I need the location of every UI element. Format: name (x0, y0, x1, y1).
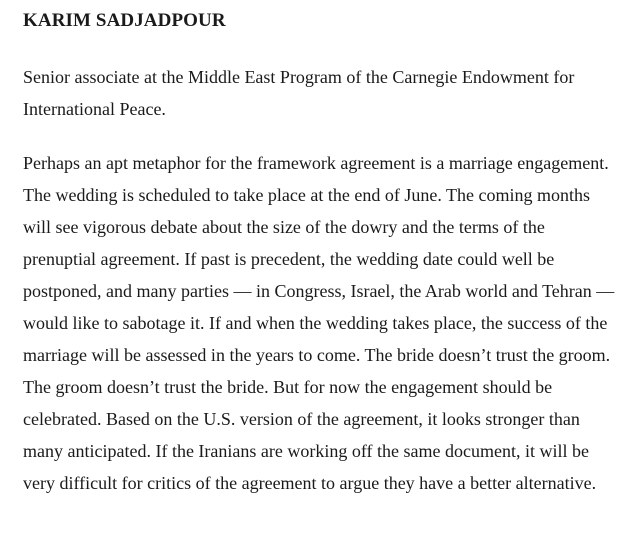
article-body-paragraph: Perhaps an apt metaphor for the framework agreement is a marriage engagement. The wedding is scheduled to take place at the end of June. The coming months will see vigorous debate about the size of the dowry and the terms of the prenuptial agreement. If past is precedent, the wedding date could well be postponed, and many parties — in Congress, Israel, the Arab world and Tehran — would like to sabotage it. If and when the wedding takes place, the success of the marriage will be assessed in the years to come. The bride doesn’t trust the groom. The groom doesn’t trust the bride. But for now the engagement should be celebrated. Based on the U.S. version of the agreement, it looks stronger than many anticipated. If the Iranians are working off the same document, it will be very difficult for critics of the agreement to argue they have a better alternative. (23, 153, 615, 493)
author-bio: Senior associate at the Middle East Program of the Carnegie Endowment for International Peace. (23, 67, 575, 119)
author-name: KARIM SADJADPOUR (23, 10, 226, 31)
